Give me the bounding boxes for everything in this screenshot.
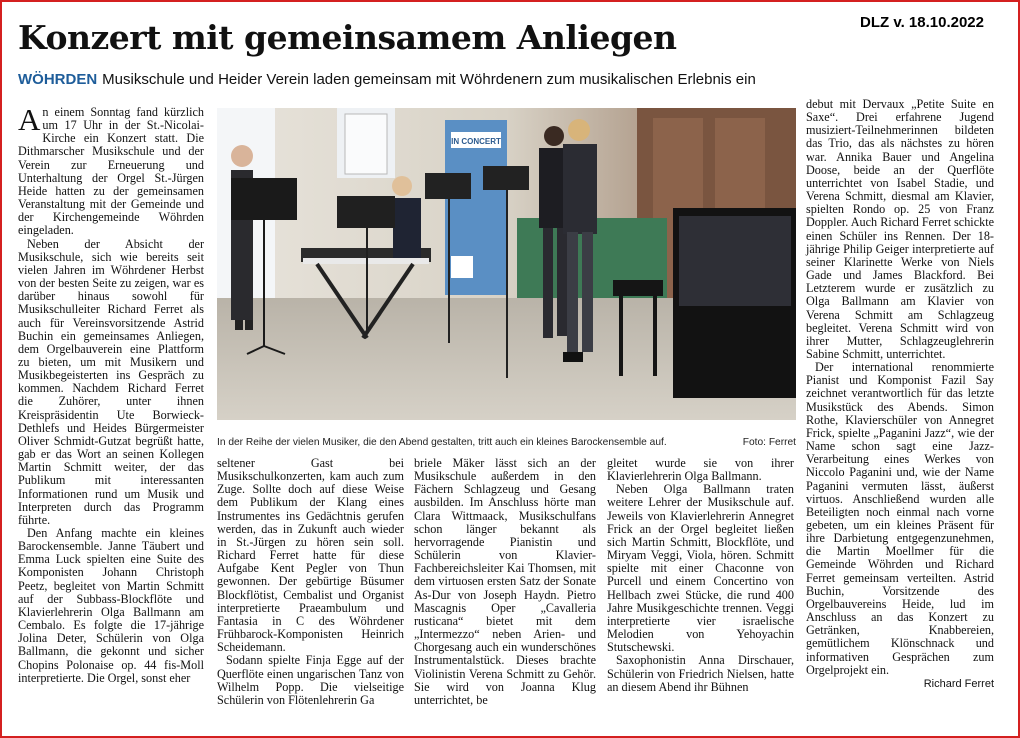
- photo-caption: [217, 437, 796, 448]
- article-column-6: [806, 98, 994, 728]
- paragraph-4a: Sodann spielte Finja Egge auf der Querflöte einen ungarischen Tanz von Wilhelm Popp. Die vielseitige Schülerin von Flötenlehrerin Ga: [217, 653, 404, 707]
- banner-text: IN CONCERT: [451, 137, 501, 146]
- paragraph-7: Der international renommierte Pianist und Komponist Fazil Say zeichnet verantwortlich für das letzte Musikstück des Abends. Simon Rothe, Klavierschüler von Annegret Frick, spielte „Paganini Jazz“, wie der Name schon sagt eine Jazz-Verarbeitung eines Werkes von Niccolo Paganini und, wie der Name Paganini vermuten lässt, äußerst virtuos. Anschließend wurden alle Beteiligten noch einmal nach vorne gebeten, um ein kleines Präsent für ihre Darbietung entgegenzunehmen, die Martin Moellmer für die Gemeinde Wöhrden und Richard Ferret gemeinsam verteilten. Astrid Buchin, Vorsitzende des Orgelbauvereins Heide, lud im Anschluss an das Konzert zu Getränken, Knabbereien, gemütlichem Klönschnack und informativen Gesprächen zum Orgelprojekt ein.: [806, 360, 994, 677]
- drop-cap: A: [18, 102, 41, 137]
- paragraph-6b: debut mit Dervaux „Petite Suite en Saxe“. Drei erfahrene Jugend musiziert-Teilnehmerinnen bildeten das Trio, das als nächstes zu hören war. Annika Bauer und Angelina Doose, beide an der Querflöte unterrichtet von Isabel Stadie, und Verena Schmitt, diesmal am Klavier, spielten Rondo op. 25 von Franz Doppler. Auch Richard Ferret schickte einen Schüler ins Rennen. Der 18-jährige Philip Geiger interpretierte auf seiner Klarinette Werke von Niels Gade und James Blackford. Bei Letzterem wurde er zusätzlich zu Olga Ballmann am Klavier von Verena Schmitt am Schlagzeug begleitet. Verena Schmitt wird von ihrer Mutter, Schlagzeuglehrerin Sabine Schmitt, unterrichtet.: [806, 97, 994, 361]
- concert-photo-image: [217, 108, 796, 420]
- caption-text: In der Reihe der vielen Musiker, die den Abend gestalten, tritt auch ein kleines Barockensemble auf.: [217, 437, 667, 448]
- paragraph-1: An einem Sonntag fand kürzlich um 17 Uhr in der St.-Nicolai-Kirche ein Konzert statt. Die Dithmarscher Musikschule und der Verein zur Erneuerung und Unterhaltung der Orgel St.-Jürgen Heide hatten zu der gemeinsamen Veranstaltung mit der Gemeinde und der Kirchengemeinde Wöhrden eingeladen.: [18, 102, 204, 238]
- article-column-2: seltener Gast bei Musikschulkonzerten, kam auch zum Zuge. Sollte doch auf diese Weise dem Publikum der Klang eines Instrumentes ins Gedächtnis gerufen werden, das in Zukunft auch wieder in St.-Jürgen zu hören sein soll. Richard Ferret hatte für diese Aufgabe Kent Pegler von Thun gewonnen. Der gebürtige Büsumer Blockflötist, Cembalist und Organist interpretierte Praeambulum und Fantasia in C des Wöhrdener Frühbarock-Komponisten Heinrich Scheidemann. Sodann spielte Finja Egge auf der Querflöte einen ungarischen Tanz von Wilhelm Popp. Die vielseitige Schülerin von Flötenlehrerin Ga: [217, 456, 404, 707]
- paragraph-3a: Den Anfang machte ein kleines Barockensemble. Janne Täubert und Emma Luck spielten eine Suite des Komponisten Johann Christoph Peetz, begleitet von Martin Schmitt auf der Subbass-Blockflöte und Klavierlehrerin Olga Ballmann am Cembalo. Es folgte die 17-jährige Jolina Deter, Schülerin von Olga Ballmann, die gekonnt und sicher Chopins Polonaise op. 44 fis-Moll interpretierte. Die Orgel, sonst eher: [18, 526, 204, 685]
- source-label: DLZ v. 18.10.2022: [860, 14, 984, 31]
- paragraph-2: Neben der Absicht der Musikschule, sich wie bereits seit vielen Jahren im Wöhrdener Herbst von der besten Seite zu zeigen, war es darüber hinaus sowohl für Musikschulleiter Richard Ferret als auch für Vereinsvorsitzende Astrid Buchin ein gemeinsames Anliegen, dem Orgelbauverein eine Plattform zu bieten, um mit Musikern und Musikbegeisterten ins Gespräch zu kommen. Nachdem Richard Ferret die Zuhörer, unter ihnen Kreispräsidentin Ute Borwieck-Dethlefs und Heides Bürgermeister Oliver Schmidt-Gutzat begrüßt hatte, gab er das Wort an seinen Kollegen Martin Schmitt weiter, der das Publikum mit interessanten Informationen rund um Musik und Interpreten durch das Programm führte.: [18, 236, 204, 527]
- article-column-1: [18, 102, 204, 726]
- concert-photo: [217, 108, 796, 420]
- author: Richard Ferret: [923, 677, 994, 690]
- photo-credit: Foto: Ferret: [742, 437, 796, 448]
- paragraph-5: Neben Olga Ballmann traten weitere Lehrer der Musikschule auf. Jeweils von Klavierlehrerin Annegret Frick an der Orgel begleitet ließen sich Martin Schmitt, Blockflöte, und Miryam Veggi, Viola, hören. Schmitt spielte mit einer Chaconne von Purcell und einem Concertino von Hellbach zwei Stücke, die rund 400 Jahre Musikgeschichte trennen. Veggi interpretierte vier israelische Melodien von Yehoyachin Stutschewski.: [607, 482, 794, 655]
- location-label: WÖHRDEN: [18, 71, 98, 88]
- subline-text: Musikschule und Heider Verein laden gemeinsam mit Wöhrdenern zum musikalischen Erlebnis ein: [102, 71, 756, 88]
- headline: Konzert mit gemeinsamem Anliegen: [18, 18, 677, 57]
- paragraph-6a: Saxophonistin Anna Dirschauer, Schülerin von Friedrich Nielsen, hatte an diesem Abend ihr Bühnen: [607, 653, 794, 694]
- subline: [18, 71, 756, 88]
- article-column-4: gleitet wurde sie von ihrer Klavierlehrerin Olga Ballmann. Neben Olga Ballmann traten weitere Lehrer der Musikschule auf. Jeweils von Klavierlehrerin Annegret Frick an der Orgel begleitet ließen sich Martin Schmitt, Blockflöte, und Miryam Veggi, Viola, hören. Schmitt spielte mit einer Chaconne von Purcell und einem Concertino von Hellbach zwei Stücke, die rund 400 Jahre Musikgeschichte trennen. Veggi interpretierte vier israelische Melodien von Yehoyachin Stutschewski. Saxophonistin Anna Dirschauer, Schülerin von Friedrich Nielsen, hatte an diesem Abend ihr Bühnen: [607, 456, 794, 694]
- article-column-3: briele Mäker lässt sich an der Musikschule außerdem in den Fächern Schlagzeug und Gesang ausbilden. Im Anschluss hörte man Clara Wittmaack, Musikschulfans schon länger bekannt als hervorragende Pianistin und Schülerin von Klavier-Fachbereichsleiter Kai Thomsen, mit dem virtuosen ersten Satz der Sonate As-Dur von Joseph Haydn. Pietro Mascagnis Oper „Cavalleria rusticana“ bietet mit dem „Intermezzo“ neben Arien- und Chorgesang auch ein wunderschönes Instrumentalstück. Dieses brachte Violinistin Verena Schmitt zu Gehör. Sie wird von Joanna Klug unterrichtet, be: [414, 456, 596, 707]
